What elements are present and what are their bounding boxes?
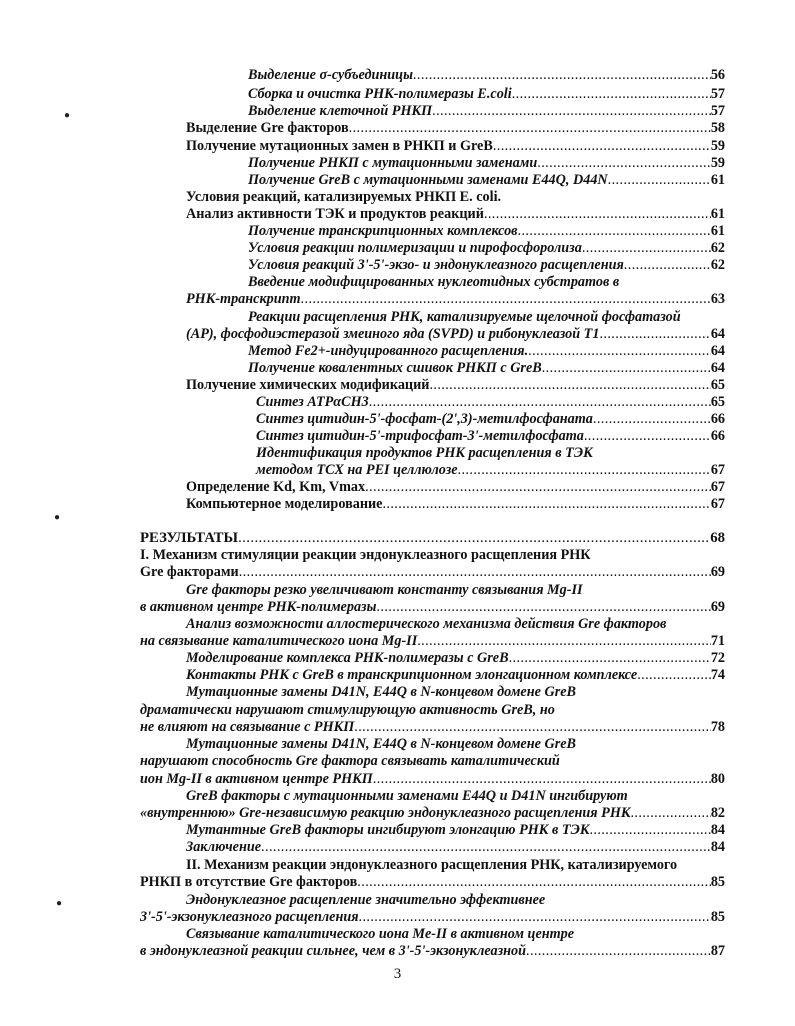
toc-entry-title: Идентификация продуктов РНК расщепления в ТЭК xyxy=(256,445,593,461)
scan-speck: ● xyxy=(64,110,71,121)
toc-entry-title: Условия реакции полимеризации и пирофосфоролиза xyxy=(248,240,582,256)
toc-entry xyxy=(186,291,725,308)
toc-page-number: 67 xyxy=(710,462,725,478)
toc-entry xyxy=(186,839,725,856)
toc-leader-dots xyxy=(608,172,711,189)
toc-page-number: 87 xyxy=(710,943,725,959)
toc-page-number: 67 xyxy=(710,479,725,495)
toc-entry-title: Получение транскрипционных комплексов xyxy=(248,223,518,239)
toc-entry xyxy=(140,771,725,788)
toc-leader-dots xyxy=(537,155,711,172)
toc-entry xyxy=(140,805,725,822)
toc-page-number: 65 xyxy=(710,377,725,393)
toc-entry-title: «внутреннюю» Gre-независимую реакцию эндонуклеазного расщепления РНК xyxy=(140,805,631,821)
toc-entry xyxy=(186,736,725,753)
toc-entry-title: методом ТСХ на PEI целлюлозе xyxy=(256,462,458,478)
toc-entry-title: Синтез цитидин-5'-трифосфат-3'-метилфосфата xyxy=(256,428,584,444)
toc-entry xyxy=(248,67,725,84)
toc-page-number: 68 xyxy=(710,530,725,546)
toc-entry xyxy=(140,530,725,547)
toc-entry xyxy=(186,926,725,943)
toc-leader-dots xyxy=(349,120,711,137)
toc-entry xyxy=(186,582,725,599)
toc-entry xyxy=(186,616,725,633)
toc-entry-title: Выделение Gre факторов xyxy=(186,120,349,136)
toc-entry-title: РЕЗУЛЬТАТЫ xyxy=(140,530,239,546)
toc-entry xyxy=(186,189,725,206)
toc-leader-dots xyxy=(382,496,710,513)
toc-page-number: 62 xyxy=(710,257,725,273)
toc-entry-title: Введение модифицированных нуклеотидных субстратов в xyxy=(248,274,620,290)
toc-entry-title: Заключение xyxy=(186,839,262,855)
toc-entry xyxy=(248,360,725,377)
toc-entry xyxy=(248,223,725,240)
toc-page-number: 61 xyxy=(710,172,725,188)
toc-entry-title: Условия реакций, катализируемых РНКП E. coli. xyxy=(186,189,502,205)
toc-page-number: 69 xyxy=(710,599,725,615)
scan-speck: ● xyxy=(54,512,61,523)
toc-entry xyxy=(140,719,725,736)
toc-entry-title: Сборка и очистка РНК-полимеразы E.coli xyxy=(248,86,512,102)
toc-entry xyxy=(248,309,725,326)
toc-entry-title: Метод Fe2+-индуцированного расщепления. xyxy=(248,343,529,359)
toc-page-number: 57 xyxy=(710,103,725,119)
toc-entry xyxy=(248,172,725,189)
toc-leader-dots xyxy=(359,909,711,926)
toc-entry-title: Мутантные GreB факторы ингибируют элонгацию РНК в ТЭК xyxy=(186,822,590,838)
toc-leader-dots xyxy=(432,103,711,120)
toc-entry xyxy=(256,411,725,428)
toc-page-number: 66 xyxy=(710,411,725,427)
toc-leader-dots xyxy=(493,138,711,155)
toc-leader-dots xyxy=(369,394,711,411)
toc-page-number: 82 xyxy=(710,805,725,821)
toc-entry-title: Связывание каталитического иона Me-II в активном центре xyxy=(186,926,575,942)
toc-entry-title: 3'-5'-экзонуклеазного расщепления xyxy=(140,909,359,925)
toc-entry-title: Анализ возможности аллостерического механизма действия Gre факторов xyxy=(186,616,667,632)
toc-page-number: 61 xyxy=(710,223,725,239)
toc-entry xyxy=(186,892,725,909)
toc-leader-dots xyxy=(512,86,711,103)
toc-page-number: 67 xyxy=(710,496,725,512)
toc-entry xyxy=(248,155,725,172)
toc-leader-dots xyxy=(357,874,711,891)
toc-leader-dots xyxy=(365,479,711,496)
toc-leader-dots xyxy=(589,822,710,839)
toc-entry-title: Условия реакций 3'-5'-экзо- и эндонуклеазного расщепления xyxy=(248,257,624,273)
toc-leader-dots xyxy=(528,343,711,360)
toc-entry xyxy=(256,462,725,479)
toc-entry-title: нарушают способность Gre фактора связывать каталитический xyxy=(140,753,560,769)
toc-entry xyxy=(140,702,725,719)
toc-entry xyxy=(248,257,725,274)
page-number: 3 xyxy=(393,966,402,982)
toc-entry-title: Выделение клеточной РНКП xyxy=(248,103,433,119)
toc-leader-dots xyxy=(630,805,710,822)
toc-entry xyxy=(140,599,725,616)
toc-entry-title: Анализ активности ТЭК и продуктов реакций xyxy=(186,206,484,222)
toc-entry xyxy=(186,377,725,394)
toc-page-number: 66 xyxy=(710,428,725,444)
toc-entry xyxy=(140,753,725,770)
toc-leader-dots xyxy=(458,462,711,479)
toc-page-number: 64 xyxy=(710,343,725,359)
toc-leader-dots xyxy=(509,650,711,667)
toc-entry xyxy=(186,684,725,701)
toc-entry-title: Эндонуклеазное расщепление значительно эффективнее xyxy=(186,892,546,908)
toc-entry xyxy=(186,206,725,223)
toc-page-number: 71 xyxy=(710,633,725,649)
toc-leader-dots xyxy=(413,67,711,84)
toc-page-number: 80 xyxy=(710,771,725,787)
toc-leader-dots xyxy=(354,719,711,736)
toc-page-number: 64 xyxy=(710,360,725,376)
toc-entry-title: РНК-транскрипт xyxy=(186,291,301,307)
toc-entry-title: GreB факторы с мутационными заменами E44Q и D41N ингибируют xyxy=(186,788,628,804)
toc-entry xyxy=(186,667,725,684)
toc-entry-title: РНКП в отсутствие Gre факторов xyxy=(140,874,358,890)
toc-entry-title: II. Механизм реакции эндонуклеазного расщепления РНК, катализируемого xyxy=(186,857,678,873)
toc-entry xyxy=(248,103,725,120)
toc-page-number: 56 xyxy=(710,67,725,83)
toc-leader-dots xyxy=(301,291,711,308)
toc-entry-title: в эндонуклеазной реакции сильнее, чем в 3'-5'-экзонуклеазной xyxy=(140,943,527,959)
toc-entry-title: Gre факторами xyxy=(140,564,239,580)
toc-page-number: 74 xyxy=(710,667,725,683)
toc-entry-title: Реакции расщепления РНК, катализируемые щелочной фосфатазой xyxy=(248,309,681,325)
toc-entry-title: Мутационные замены D41N, E44Q в N-концевом домене GreB xyxy=(186,736,576,752)
toc-entry-title: Выделение σ-субъединицы xyxy=(248,67,413,83)
toc-entry xyxy=(140,633,725,650)
toc-entry-title: Моделирование комплекса РНК-полимеразы с GreB xyxy=(186,650,509,666)
toc-entry xyxy=(186,857,725,874)
toc-entry xyxy=(186,120,725,137)
toc-entry-title: Мутационные замены D41N, E44Q в N-концевом домене GreB xyxy=(186,684,576,700)
toc-leader-dots xyxy=(417,633,711,650)
toc-entry-title: в активном центре РНК-полимеразы xyxy=(140,599,377,615)
toc-leader-dots xyxy=(526,943,711,960)
toc-entry xyxy=(140,547,725,564)
toc-leader-dots xyxy=(239,564,711,581)
toc-leader-dots xyxy=(261,839,711,856)
toc-page-number: 63 xyxy=(710,291,725,307)
toc-page-number: 59 xyxy=(710,155,725,171)
toc-entry xyxy=(140,943,725,960)
toc-entry-title: Компьютерное моделирование xyxy=(186,496,383,512)
toc-entry xyxy=(186,326,725,343)
toc-leader-dots xyxy=(518,223,711,240)
toc-page-number: 84 xyxy=(710,839,725,855)
toc-entry-title: Определение Kd, Km, Vmax xyxy=(186,479,366,495)
toc-entry xyxy=(186,788,725,805)
toc-entry xyxy=(248,274,725,291)
toc-entry xyxy=(186,496,725,513)
toc-entry-title: Получение химических модификаций xyxy=(186,377,430,393)
toc-leader-dots xyxy=(599,326,710,343)
toc-page-number: 59 xyxy=(710,138,725,154)
toc-entry-title: драматически нарушают стимулирующую активность GreB, но xyxy=(140,702,555,718)
toc-entry xyxy=(186,479,725,496)
toc-leader-dots xyxy=(429,377,710,394)
toc-entry xyxy=(248,240,725,257)
toc-leader-dots xyxy=(484,206,711,223)
toc-page-number: 65 xyxy=(710,394,725,410)
scan-speck: ● xyxy=(56,898,63,909)
toc-leader-dots xyxy=(637,667,711,684)
toc-entry-title: ион Mg-II в активном центре РНКП xyxy=(140,771,373,787)
toc-page-number: 58 xyxy=(710,120,725,136)
toc-page-number: 85 xyxy=(710,909,725,925)
toc-leader-dots xyxy=(584,428,711,445)
toc-entry xyxy=(256,428,725,445)
toc-entry xyxy=(248,343,725,360)
toc-entry-title: Получение GreB с мутационными заменами E44Q, D44N xyxy=(248,172,608,188)
toc-entry-title: (AP), фосфодиэстеразой змеиного яда (SVPD) и рибонуклеазой T1 xyxy=(186,326,600,342)
toc-leader-dots xyxy=(582,240,711,257)
toc-page-number: 69 xyxy=(710,564,725,580)
toc-page-number: 78 xyxy=(710,719,725,735)
toc-page-number: 57 xyxy=(710,86,725,102)
toc-entry xyxy=(140,909,725,926)
toc-entry xyxy=(256,394,725,411)
toc-entry-title: Синтез ATPαCH3 xyxy=(256,394,369,410)
toc-leader-dots xyxy=(624,257,711,274)
toc-entry xyxy=(186,138,725,155)
toc-leader-dots xyxy=(542,360,711,377)
toc-entry-title: Получение ковалентных сшивок РНКП с GreB xyxy=(248,360,542,376)
toc-entry-title: Синтез цитидин-5'-фосфат-(2',3)-метилфосфаната xyxy=(256,411,593,427)
toc-entry xyxy=(140,564,725,581)
toc-entry-title: Получение мутационных замен в РНКП и GreB xyxy=(186,138,493,154)
toc-page-number: 62 xyxy=(710,240,725,256)
toc-page-number: 85 xyxy=(710,874,725,890)
toc-page-number: 72 xyxy=(710,650,725,666)
toc-entry-title: Контакты РНК с GreB в транскрипционном элонгационном комплексе xyxy=(186,667,638,683)
toc-page-number: 61 xyxy=(710,206,725,222)
toc-leader-dots xyxy=(376,599,710,616)
toc-leader-dots xyxy=(373,771,711,788)
toc-leader-dots xyxy=(593,411,711,428)
toc-entry-title: не влияют на связывание с РНКП xyxy=(140,719,355,735)
toc-page-number: 64 xyxy=(710,326,725,342)
toc-entry-title: на связывание каталитического иона Mg-II xyxy=(140,633,418,649)
toc-entry xyxy=(186,650,725,667)
toc-page-number: 84 xyxy=(710,822,725,838)
toc-entry-title: I. Механизм стимуляции реакции эндонуклеазного расщепления РНК xyxy=(140,547,591,563)
toc-entry xyxy=(186,822,725,839)
toc-entry-title: Gre факторы резко увеличивают константу связывания Mg-II xyxy=(186,582,583,598)
toc-entry xyxy=(256,445,725,462)
toc-entry-title: Получение РНКП с мутационными заменами xyxy=(248,155,538,171)
toc-entry xyxy=(140,874,725,891)
toc-leader-dots xyxy=(238,530,710,547)
toc-entry xyxy=(248,86,725,103)
